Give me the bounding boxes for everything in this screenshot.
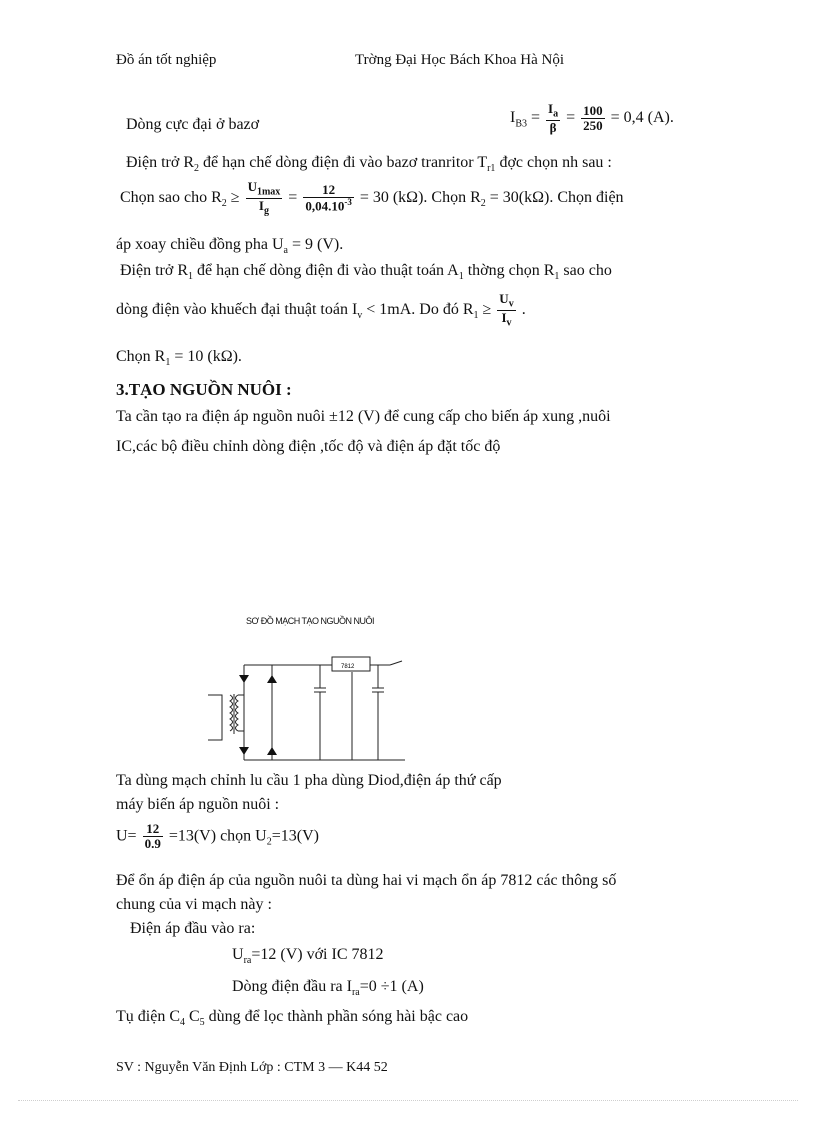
power-supply-circuit-diagram: [200, 650, 415, 770]
ua-line: áp xoay chiều đồng pha $U_a = 9$ (V).: [116, 236, 344, 257]
r1-condition: dòng điện vào khuếch đại thuật toán $I_v < 1mA$. Do đó $R_1$ ≥ $\frac{U_v}{I_v}$ .: [116, 291, 526, 329]
diagram-title: SƠ ĐỒ MẠCH TẠO NGUỒN NUÔI: [246, 616, 375, 626]
spec-output-current: Dòng điện đầu ra $I_{ra}=0 \div 1$ (A): [232, 978, 424, 999]
r2-description: Điện trở $R_2$ để hạn chế dòng điện đi vào bazơ tranritor $T_{r1}$ đợc chọn nh sau :: [126, 154, 612, 175]
spec-title: Điện áp đầu vào ra:: [130, 920, 256, 937]
para4: Tụ điện $C_4$ $C_5$ dùng để lọc thành phần sóng hài bậc cao: [116, 1008, 469, 1029]
u2-formula: U= $\frac{12}{0.9}$ =13(V) chọn $U_2=13(V)$: [116, 821, 319, 852]
para1-line2: IC,các bộ điều chỉnh dòng điện ,tốc độ và điện áp đặt tốc độ: [116, 438, 501, 455]
r2-formula: Chọn sao cho $R_2$ ≥ $\frac{U_{1max}}{I_g}$ = $\frac{12}{0,04.10^{-3}}$ = 30 (kΩ). Chọn $R_2 = 30(k\Omega)$. Chọn điện: [120, 179, 624, 217]
r1-description: Điện trở $R_1$ để hạn chế dòng điện đi vào thuật toán $A_1$ thờng chọn $R_1$ sao cho: [120, 262, 612, 283]
para1-line1: Ta cần tạo ra điện áp nguồn nuôi ±12 (V) để cung cấp cho biến áp xung ,nuôi: [116, 408, 611, 425]
para3-line2: chung của vi mạch này :: [116, 896, 272, 913]
ic-7812-label: 7812: [341, 664, 355, 670]
base-current-formula: $I_{B3}$ = $\frac{I_a}{\beta}$ = $\frac{100}{250}$ = 0,4 (A).: [510, 101, 674, 135]
page-bottom-rule: [18, 1100, 798, 1101]
r1-choice: Chọn $R_1 = 10$ (kΩ).: [116, 348, 242, 369]
footer: SV : Nguyễn Văn Định Lớp : CTM 3 — K44 52: [116, 1060, 388, 1075]
para3-line1: Để ổn áp điện áp của nguồn nuôi ta dùng hai vi mạch ổn áp 7812 các thông số: [116, 872, 617, 889]
spec-output-voltage: $U_{ra}=12$ (V) với IC 7812: [232, 946, 384, 967]
section-title: 3.TẠO NGUỒN NUÔI :: [116, 380, 292, 399]
header-right: Trờng Đại Học Bách Khoa Hà Nội: [355, 52, 565, 68]
base-current-label: Dòng cực đại ở bazơ: [126, 116, 260, 133]
header-left: Đồ án tốt nghiệp: [116, 52, 217, 68]
para2-line1: Ta dùng mạch chỉnh lu cầu 1 pha dùng Diod,điện áp thứ cấp: [116, 772, 502, 789]
para2-line2: máy biến áp nguồn nuôi :: [116, 796, 280, 813]
